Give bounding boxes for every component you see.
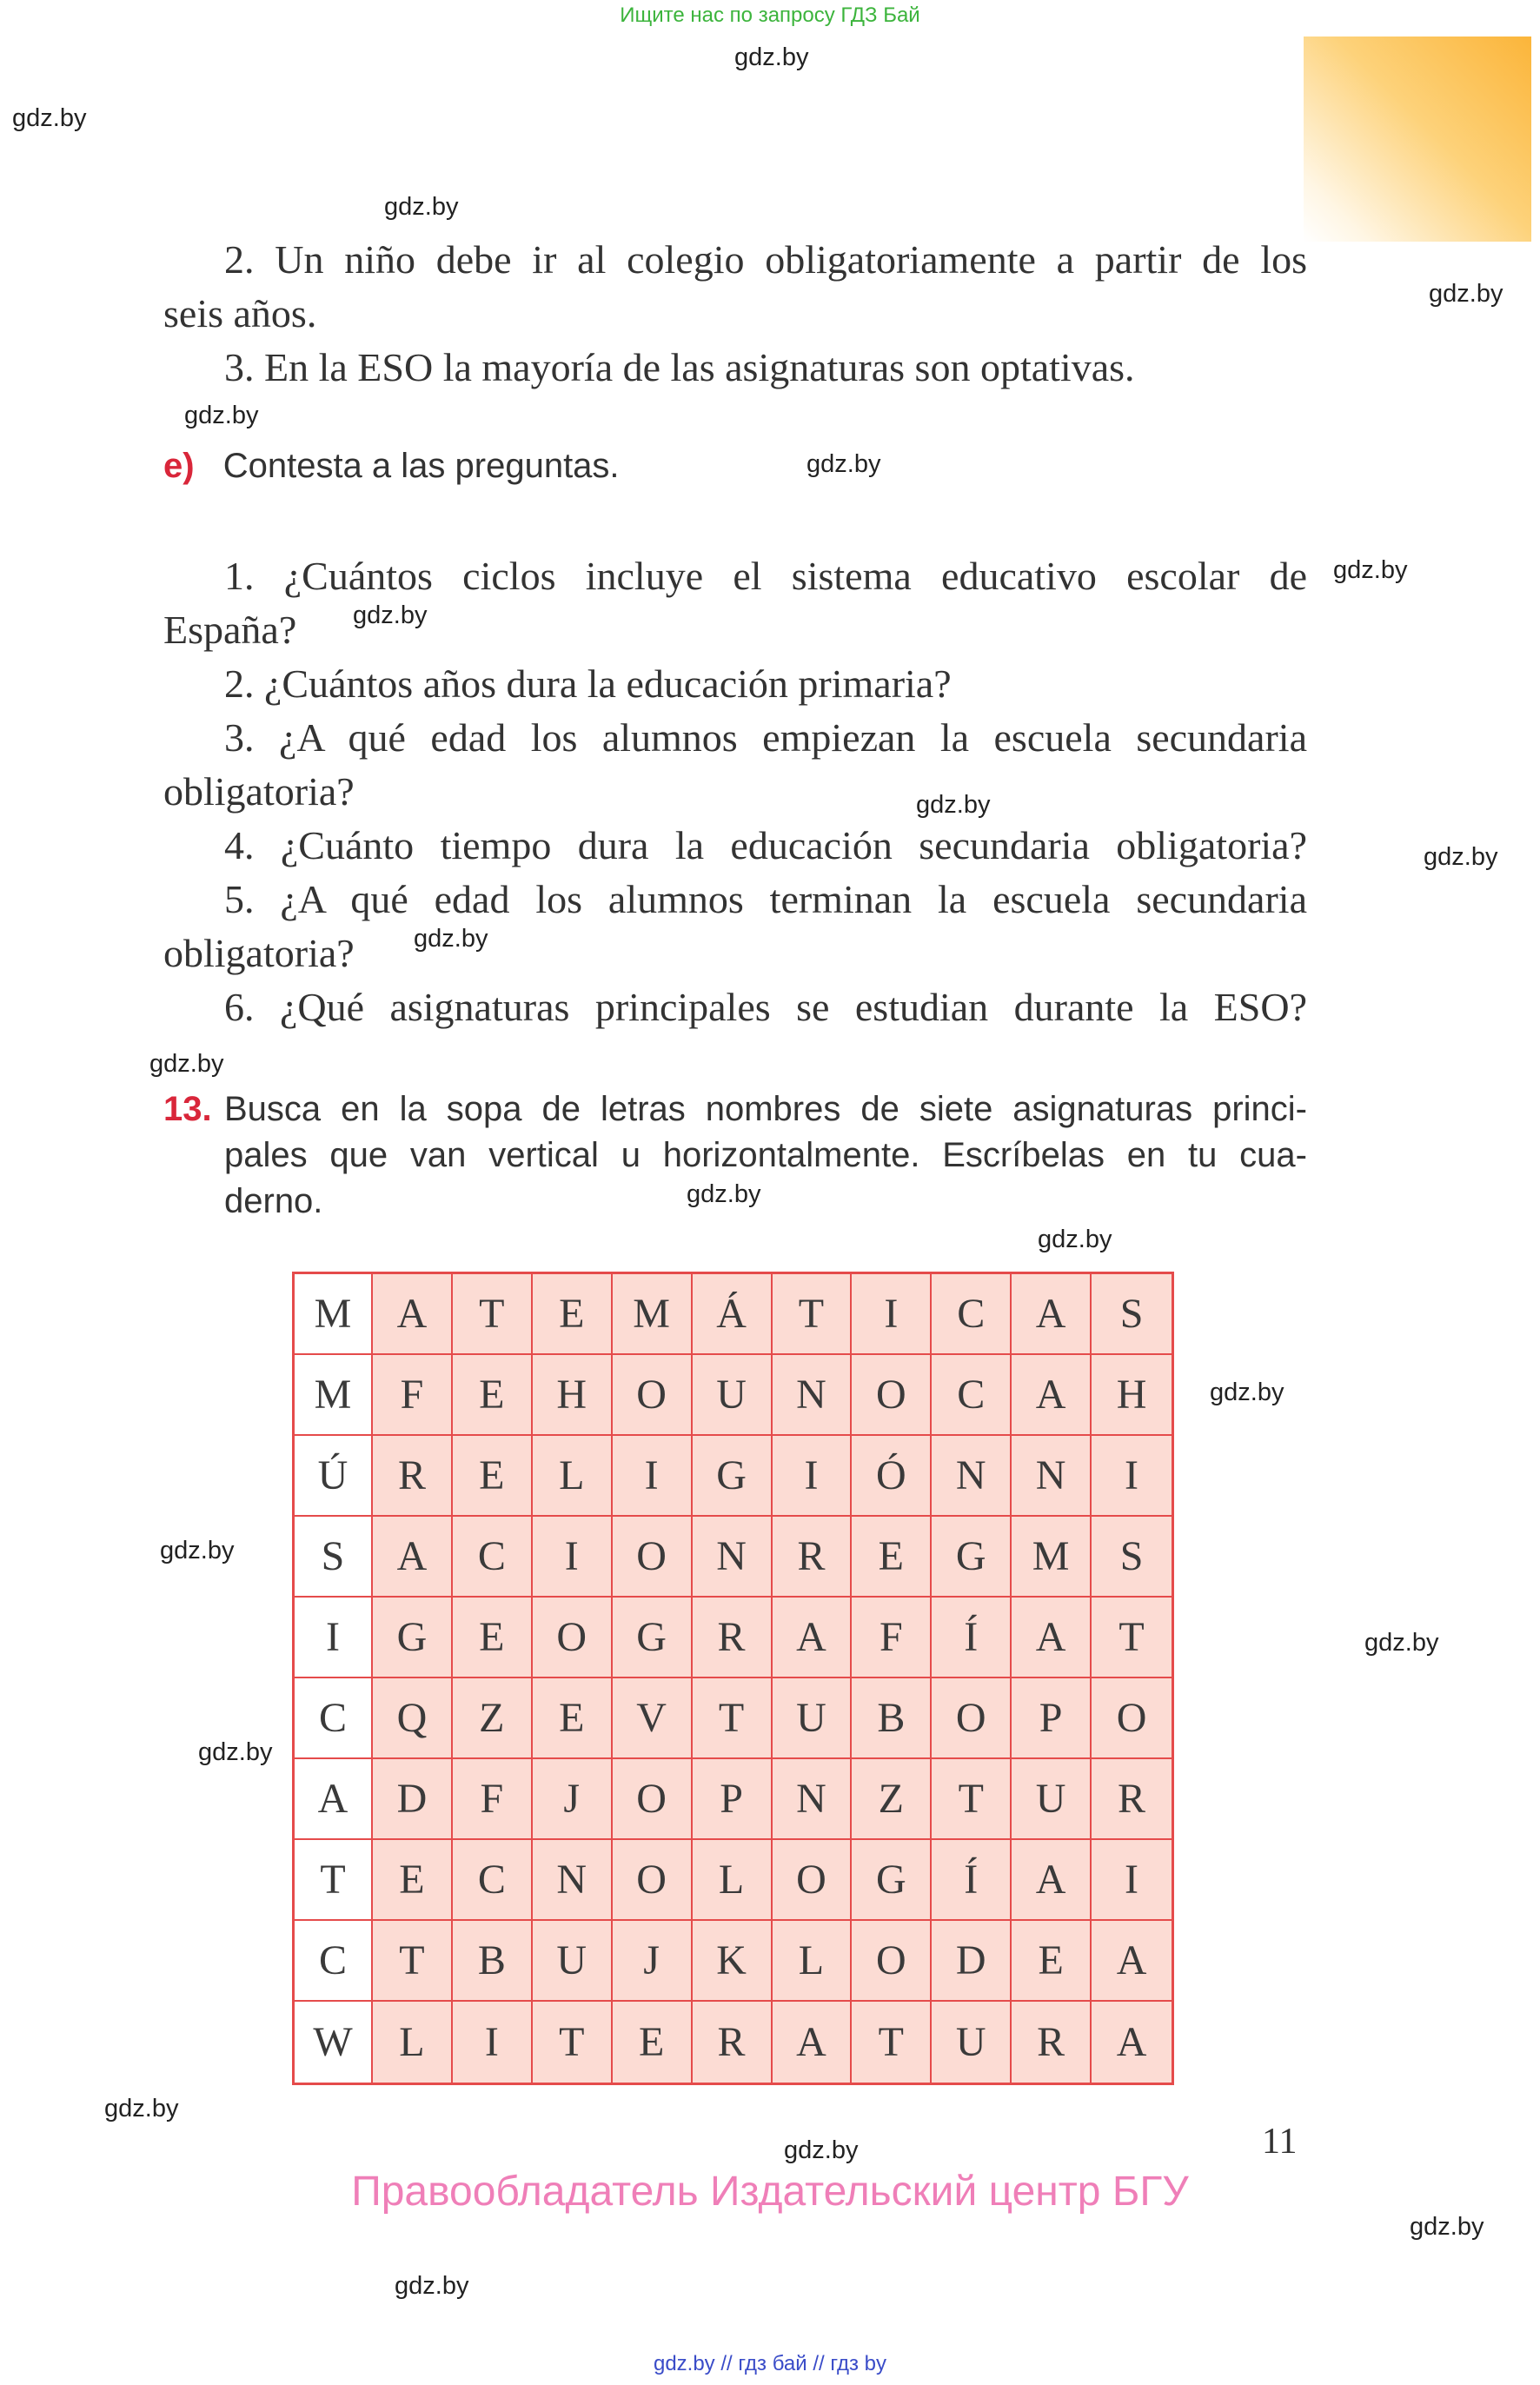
watermark: gdz.by [384,193,459,221]
grid-cell: O [613,1517,693,1598]
grid-cell: R [373,1436,453,1517]
grid-cell: E [373,1840,453,1921]
grid-cell: Ó [852,1436,932,1517]
grid-cell: N [1012,1436,1092,1517]
grid-cell: L [533,1436,613,1517]
watermark: gdz.by [916,791,991,819]
grid-cell: T [533,2002,613,2083]
watermark: gdz.by [1410,2213,1484,2241]
grid-cell: R [1092,1759,1172,1840]
grid-cell: O [852,1921,932,2002]
grid-cell: O [533,1598,613,1678]
watermark: gdz.by [198,1738,273,1766]
question-3 [163,711,1307,819]
grid-cell: F [373,1355,453,1436]
grid-cell: G [373,1598,453,1678]
question-5 [163,873,1307,980]
question-line: España? [163,608,297,652]
grid-cell: A [373,1517,453,1598]
grid-cell: I [295,1598,373,1678]
watermark: gdz.by [807,450,881,478]
statement-line: seis años. [163,291,317,335]
grid-cell: A [1092,1921,1172,2002]
watermark: gdz.by [1424,843,1498,871]
word-search-grid [292,1272,1174,2085]
task-13-line: Busca en la sopa de letras nombres de siete asignaturas princi- [224,1090,1307,1128]
grid-cell: O [1092,1678,1172,1759]
grid-cell: N [533,1840,613,1921]
grid-cell: T [1092,1598,1172,1678]
grid-cell: N [693,1517,773,1598]
grid-cell: F [453,1759,533,1840]
grid-cell: C [295,1921,373,2002]
grid-cell: L [773,1921,853,2002]
grid-cell: I [1092,1436,1172,1517]
watermark: gdz.by [687,1180,761,1208]
grid-cell: M [1012,1517,1092,1598]
grid-cell: E [453,1355,533,1436]
grid-cell: T [932,1759,1012,1840]
grid-cell: Z [852,1759,932,1840]
grid-cell: R [773,1517,853,1598]
question-6 [163,980,1307,1034]
grid-cell: I [533,1517,613,1598]
grid-cell: C [453,1840,533,1921]
grid-cell: A [773,2002,853,2083]
task-13-line: derno. [224,1182,323,1220]
grid-cell: N [932,1436,1012,1517]
watermark: gdz.by [1210,1379,1284,1406]
grid-cell: U [693,1355,773,1436]
question-line: obligatoria? [163,769,355,814]
grid-cell: D [373,1759,453,1840]
grid-cell: U [1012,1759,1092,1840]
question-line: 1. ¿Cuántos ciclos incluye el sistema educativo escolar de [224,554,1307,598]
grid-cell: R [693,2002,773,2083]
grid-cell: Q [373,1678,453,1759]
grid-cell: O [613,1355,693,1436]
question-line: 5. ¿A qué edad los alumnos terminan la escuela secundaria [224,877,1307,921]
grid-cell: T [295,1840,373,1921]
task-13-line: pales que van vertical u horizontalmente. Escríbelas en tu cua- [224,1136,1307,1174]
search-banner: Ищите нас по запросу ГДЗ Бай [620,3,920,27]
watermark: gdz.by [1429,280,1503,308]
watermark: gdz.by [1333,556,1408,584]
grid-cell: I [1092,1840,1172,1921]
statement-line: 3. En la ESO la mayoría de las asignaturas son optativas. [224,345,1135,389]
grid-cell: W [295,2002,373,2083]
watermark: gdz.by [184,402,259,429]
grid-cell: S [1092,1517,1172,1598]
grid-cell: M [613,1274,693,1355]
exercise-e-instruction: Contesta a las preguntas. [222,447,620,485]
grid-cell: K [693,1921,773,2002]
question-1 [163,549,1307,657]
grid-cell: U [533,1921,613,2002]
grid-cell: T [773,1274,853,1355]
watermark: gdz.by [1364,1629,1439,1657]
grid-cell: I [773,1436,853,1517]
grid-cell: A [373,1274,453,1355]
watermark: gdz.by [12,104,87,132]
grid-cell: I [453,2002,533,2083]
watermark: gdz.by [353,601,428,629]
grid-cell: A [773,1598,853,1678]
watermark: gdz.by [395,2272,469,2300]
grid-cell: G [932,1517,1012,1598]
grid-cell: J [613,1921,693,2002]
grid-cell: B [852,1678,932,1759]
statement-2 [163,233,1307,341]
grid-cell: M [295,1274,373,1355]
watermark: gdz.by [104,2095,179,2123]
grid-cell: A [1092,2002,1172,2083]
footer-links: gdz.by // гдз бай // гдз by [653,2352,887,2375]
grid-cell: P [693,1759,773,1840]
grid-cell: A [295,1759,373,1840]
grid-cell: Á [693,1274,773,1355]
question-line: 3. ¿A qué edad los alumnos empiezan la escuela secundaria [224,715,1307,760]
grid-cell: N [773,1759,853,1840]
grid-cell: T [373,1921,453,2002]
grid-cell: E [852,1517,932,1598]
grid-cell: G [852,1840,932,1921]
grid-cell: D [932,1921,1012,2002]
grid-cell: E [533,1678,613,1759]
grid-cell: L [693,1840,773,1921]
question-2 [163,657,1307,711]
grid-cell: Í [932,1840,1012,1921]
grid-cell: A [1012,1355,1092,1436]
watermark: gdz.by [734,43,809,71]
grid-cell: I [852,1274,932,1355]
grid-cell: Í [932,1598,1012,1678]
grid-cell: R [693,1598,773,1678]
grid-cell: S [1092,1274,1172,1355]
grid-cell: O [613,1759,693,1840]
grid-cell: O [773,1840,853,1921]
question-line: 6. ¿Qué asignaturas principales se estudian durante la ESO? [224,985,1307,1029]
grid-cell: V [613,1678,693,1759]
grid-cell: S [295,1517,373,1598]
grid-cell: G [693,1436,773,1517]
page-number: 11 [1262,2122,1298,2162]
grid-cell: H [533,1355,613,1436]
grid-cell: T [453,1274,533,1355]
task-13 [163,1086,1307,1225]
grid-cell: Ú [295,1436,373,1517]
grid-cell: I [613,1436,693,1517]
exercise-e-heading [163,447,620,486]
copyright-holder: Правообладатель Издательский центр БГУ [351,2169,1189,2215]
watermark: gdz.by [149,1050,224,1078]
grid-cell: Z [453,1678,533,1759]
question-line: 4. ¿Cuánto tiempo dura la educación secundaria obligatoria? [224,823,1307,867]
grid-cell: U [932,2002,1012,2083]
grid-cell: E [533,1274,613,1355]
grid-cell: B [453,1921,533,2002]
grid-cell: A [1012,1274,1092,1355]
grid-cell: E [453,1598,533,1678]
watermark: gdz.by [1038,1226,1112,1253]
task-13-number: 13. [163,1090,212,1128]
grid-cell: E [613,2002,693,2083]
grid-cell: P [1012,1678,1092,1759]
grid-cell: J [533,1759,613,1840]
grid-cell: F [852,1598,932,1678]
exercise-e-label: e) [163,447,195,485]
statement-3 [163,341,1307,395]
question-line: obligatoria? [163,931,355,975]
question-4 [163,819,1307,873]
grid-cell: T [693,1678,773,1759]
grid-cell: E [1012,1921,1092,2002]
grid-cell: N [773,1355,853,1436]
grid-cell: H [1092,1355,1172,1436]
grid-cell: E [453,1436,533,1517]
grid-cell: M [295,1355,373,1436]
grid-cell: L [373,2002,453,2083]
grid-cell: R [1012,2002,1092,2083]
grid-cell: C [453,1517,533,1598]
grid-cell: C [295,1678,373,1759]
grid-cell: A [1012,1598,1092,1678]
watermark: gdz.by [160,1537,235,1565]
grid-cell: C [932,1274,1012,1355]
corner-decoration [1304,37,1531,242]
grid-cell: A [1012,1840,1092,1921]
watermark: gdz.by [784,2136,859,2164]
grid-cell: O [852,1355,932,1436]
watermark: gdz.by [414,925,488,953]
question-line: 2. ¿Cuántos años dura la educación primaria? [224,661,952,706]
grid-cell: O [613,1840,693,1921]
grid-cell: T [852,2002,932,2083]
statement-line: 2. Un niño debe ir al colegio obligatoriamente a partir de los [224,237,1307,282]
grid-cell: U [773,1678,853,1759]
grid-cell: G [613,1598,693,1678]
grid-cell: O [932,1678,1012,1759]
grid-cell: C [932,1355,1012,1436]
